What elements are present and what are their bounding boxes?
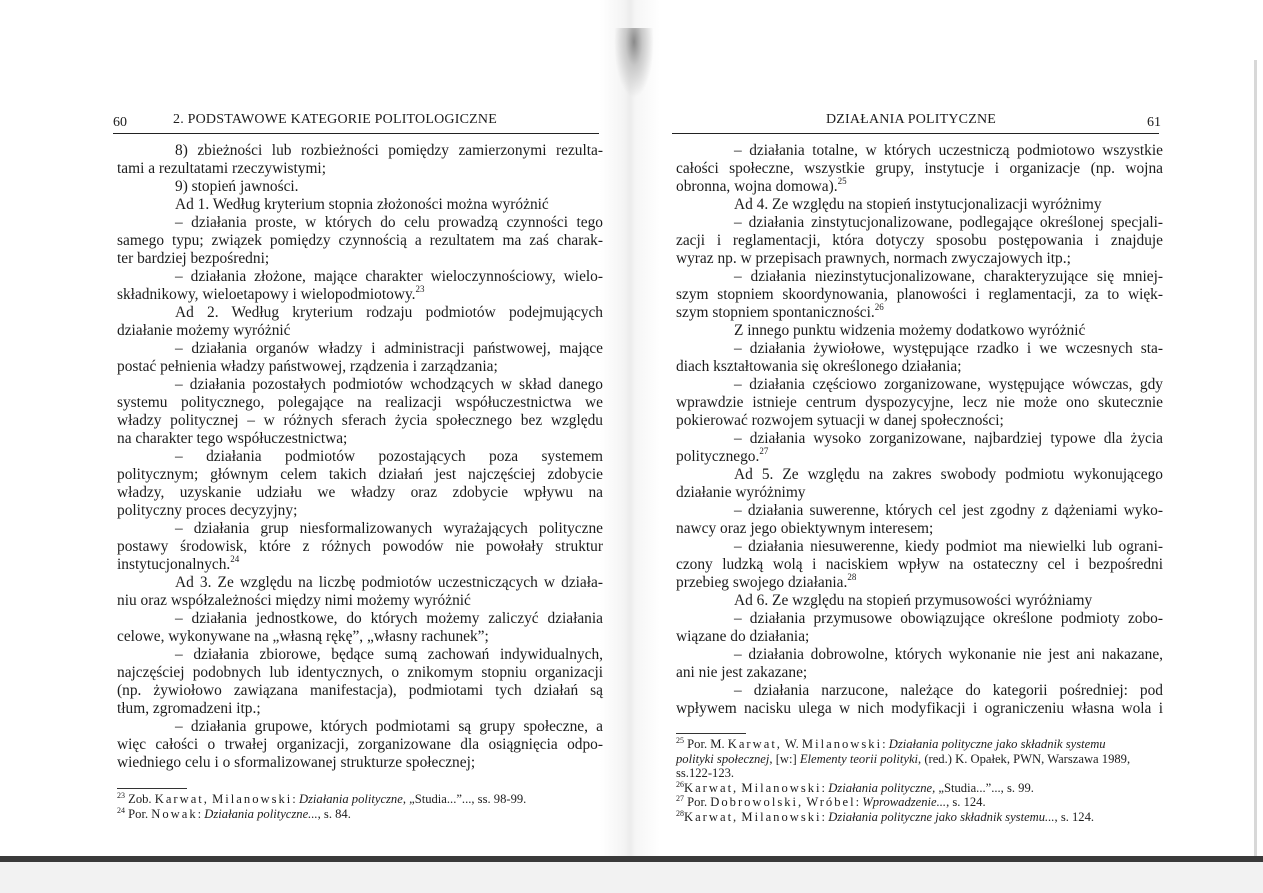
line-text: wiedniego celu i o sformalizowanej strukturze społecznej; <box>117 754 476 771</box>
line-text: obronna, wojna domowa). <box>676 178 838 195</box>
line-text: – działania narzucone, należące do kategorii pośredniej: pod <box>734 682 1163 699</box>
text-line <box>676 232 1163 250</box>
line-text: Ad 3. Ze względu na liczbę podmiotów uczestniczących w działa- <box>175 574 603 591</box>
text-line <box>117 358 603 376</box>
text-line <box>117 700 603 718</box>
footnote-number: 25 <box>676 736 684 745</box>
footnote-text: Zob. <box>125 792 155 806</box>
footnote-text: , „Studia...”..., ss. 98-99. <box>402 792 527 806</box>
text-line <box>117 160 603 178</box>
line-text: – działania grup niesformalizowanych wyrażających polityczne <box>175 520 603 537</box>
text-line <box>117 628 603 646</box>
footnote-text: W. <box>781 737 802 751</box>
footnote-rule <box>117 788 187 789</box>
line-text: szym stopniem spontaniczności. <box>676 304 875 321</box>
text-line <box>117 682 603 700</box>
line-text: Z innego punktu widzenia możemy dodatkowo wyróżnić <box>734 322 1086 339</box>
line-text: wpływem nacisku ulega w nich modyfikacji i ograniczeniu własna wola i <box>676 700 1163 717</box>
footnote-text: Wprowadzenie... <box>862 795 947 810</box>
line-text: postać pełnienia władzy państwowej, rządzenia i zarządzania; <box>117 358 498 375</box>
scan-background <box>0 862 1263 893</box>
text-line <box>117 394 603 412</box>
line-text: Ad 1. Według kryterium stopnia złożoności można wyróżnić <box>175 196 549 213</box>
text-line <box>117 484 603 502</box>
line-text: – działania przymusowe obowiązujące określone podmioty zobo- <box>734 610 1163 627</box>
text-line <box>117 538 603 556</box>
line-text: ter bardziej bezpośredni; <box>117 250 270 267</box>
text-line <box>676 646 1163 664</box>
footnote-text: Nowak <box>151 806 198 821</box>
footnote-number: 28 <box>676 808 684 818</box>
line-text: samego typu; związek pomiędzy czynnością a rezultatem ma zaś charak- <box>117 232 603 249</box>
footnote <box>676 752 1163 767</box>
text-line <box>117 196 603 214</box>
line-text: czony ludzką wolą i naciskiem wpływ na ostateczny cel i bezpośredni <box>676 556 1163 573</box>
footnote-text: Milanowski <box>801 737 883 751</box>
footnote-marker: 26 <box>874 302 884 312</box>
line-text: diach kształtowania się określonego działania; <box>676 358 962 375</box>
footnote-text: , (red.) K. Opałek, PWN, Warszawa 1989, <box>918 751 1131 766</box>
text-line <box>117 322 603 340</box>
header-rule <box>113 133 599 134</box>
line-text: działanie wyróżnimy <box>676 484 806 501</box>
text-line <box>117 340 603 358</box>
text-line <box>676 286 1163 304</box>
text-line <box>676 538 1163 556</box>
line-text: – działania zbiorowe, będące sumą zachowań indywidualnych, <box>175 646 603 663</box>
line-text: – działania pozostałych podmiotów wchodzących w skład danego <box>175 376 603 393</box>
line-text: Ad 2. Według kryterium rodzaju podmiotów podejmujących <box>175 304 603 321</box>
text-line <box>117 736 603 754</box>
line-text: – działania dobrowolne, których wykonanie nie jest ani nakazane, <box>734 646 1163 663</box>
text-line <box>117 178 603 196</box>
line-text: najczęściej podobnych lub identycznych, o znikomym stopniu organizacji <box>117 664 603 681</box>
line-text: – działania organów władzy i administracji państwowej, mające <box>175 340 603 357</box>
text-line <box>676 466 1163 484</box>
footnote-text: Por. <box>125 806 152 821</box>
line-text: wiązane do działania; <box>676 628 810 645</box>
line-text: ani nie jest zakazane; <box>676 664 808 681</box>
text-line <box>117 610 603 628</box>
footnote <box>676 737 1163 752</box>
footnote-text: Działania polityczne... <box>204 806 318 821</box>
line-text: niu oraz współzależności między nimi możemy wyróżnić <box>117 592 471 609</box>
footnote-marker: 27 <box>759 446 769 456</box>
line-text: systemu politycznego, polegające na realizacji współuczestnictwa we <box>117 394 603 411</box>
text-line <box>117 430 603 448</box>
text-line <box>117 556 603 574</box>
text-line <box>117 286 603 304</box>
line-text: Ad 5. Ze względu na zakres swobody podmiotu wykonującego <box>734 466 1163 483</box>
line-text: 8) zbieżności lub rozbieżności pomiędzy zamierzonymi rezulta- <box>175 142 603 159</box>
text-line <box>676 520 1163 538</box>
line-text: – działania niezinstytucjonalizowane, charakteryzujące się mniej- <box>734 268 1163 285</box>
line-text: pokierować rozwojem sytuacji w danej społeczności; <box>676 412 1004 429</box>
footnote-number: 27 <box>676 794 684 804</box>
footnote <box>117 792 603 807</box>
line-text: przebieg swojego działania. <box>676 574 848 591</box>
text-line <box>676 574 1163 592</box>
footnote-text: Działania polityczne, <box>828 780 936 795</box>
footnote-text: Milanowski <box>212 792 293 806</box>
text-line <box>676 592 1163 610</box>
line-text: wprawdzie istnieje centrum dyspozycyjne, lecz nie może ono skutecznie <box>676 394 1163 411</box>
text-line <box>117 502 603 520</box>
chapter-title: DZIAŁANIA POLITYCZNE <box>826 112 997 127</box>
text-line <box>676 340 1163 358</box>
line-text: składnikowy, wieloetapowy i wielopodmiotowy. <box>117 286 416 303</box>
line-text: politycznego. <box>676 448 760 465</box>
line-text: postawy środowisk, które z różnych powodów nie powołały struktur <box>117 538 603 555</box>
footnote-text: , [w:] <box>769 751 800 766</box>
binding-mark <box>614 28 654 98</box>
text-line <box>676 178 1163 196</box>
footnote-text: Dobrowolski, <box>710 795 804 810</box>
text-line <box>676 412 1163 430</box>
text-line <box>117 214 603 232</box>
line-text: szym stopniem skoordynowania, planowości i reglamentacji, za to więk- <box>676 286 1163 303</box>
footnote-text: Milanowski <box>741 780 822 795</box>
text-line <box>117 268 603 286</box>
line-text: – działania żywiołowe, występujące rzadko i we wczesnych sta- <box>734 340 1163 357</box>
footnote-marker: 23 <box>415 284 425 294</box>
text-line <box>676 358 1163 376</box>
footnote-text: : <box>197 806 205 821</box>
line-text: nawcy oraz jego obiektywnym interesem; <box>676 520 934 537</box>
footnote <box>117 807 603 822</box>
text-line <box>676 142 1163 160</box>
line-text: politycznym; głównym celem takich działań jest najczęściej zdobycie <box>117 466 603 483</box>
line-text: – działania częściowo zorganizowane, występujące wówczas, gdy <box>734 376 1163 393</box>
text-line <box>117 448 603 466</box>
footnote <box>676 781 1163 796</box>
line-text: tami a rezultatami rzeczywistymi; <box>117 160 326 177</box>
text-line <box>117 466 603 484</box>
footnote-text: : <box>821 780 829 795</box>
line-text: wyraz np. w przepisach prawnych, normach zwyczajowych itp.; <box>676 250 1071 267</box>
page-edge <box>1254 60 1257 860</box>
line-text: – działania grupowe, których podmiotami są grupy społeczne, a <box>175 718 603 735</box>
line-text: – działania złożone, mające charakter wieloczynnościowy, wielo- <box>175 268 603 285</box>
footnote-number: 24 <box>117 805 125 815</box>
text-line <box>676 250 1163 268</box>
text-line <box>676 448 1163 466</box>
line-text: działanie możemy wyróżnić <box>117 322 291 339</box>
footnote-text: : <box>855 795 863 810</box>
text-line <box>676 610 1163 628</box>
text-line <box>117 592 603 610</box>
text-line <box>676 700 1163 718</box>
text-line <box>676 304 1163 322</box>
chapter-title: 2. PODSTAWOWE KATEGORIE POLITOLOGICZNE <box>173 112 497 127</box>
line-text: – działania suwerenne, których cel jest zgodny z dążeniami wyko- <box>734 502 1163 519</box>
text-line <box>676 664 1163 682</box>
text-line <box>676 394 1163 412</box>
header-rule <box>672 133 1159 134</box>
line-text: więc całości o trwałej organizacji, zorganizowane dla osiągnięcia odpo- <box>117 736 603 753</box>
text-line <box>117 754 603 772</box>
footnote <box>676 810 1163 825</box>
line-text: na charakter tego współuczestnictwa; <box>117 430 348 447</box>
text-line <box>676 268 1163 286</box>
line-text: – działania totalne, w których uczestniczą podmiotowo wszystkie <box>734 142 1163 159</box>
text-line <box>676 196 1163 214</box>
body-text <box>117 142 603 772</box>
footnote-text: , s. 124. <box>1054 809 1095 824</box>
footnote-text: Por. <box>684 795 711 810</box>
footnote <box>676 795 1163 810</box>
footnote-marker: 28 <box>847 572 857 582</box>
line-text: instytucjonalnych. <box>117 556 231 573</box>
footnote-text: , s. 124. <box>946 795 986 810</box>
line-text: – działania podmiotów pozostających poza systemem <box>175 448 603 465</box>
text-line <box>117 412 603 430</box>
line-text: – działania zinstytucjonalizowane, podlegające określonej specjali- <box>734 214 1163 231</box>
text-line <box>676 430 1163 448</box>
text-line <box>676 556 1163 574</box>
text-line <box>117 520 603 538</box>
text-line <box>117 142 603 160</box>
footnote-rule <box>676 733 746 734</box>
footnote-text: Działania polityczne jako składnik systemu <box>888 737 1106 751</box>
footnote-text: Karwat, <box>727 737 782 751</box>
line-text: – działania proste, w których do celu prowadzą czynności tego <box>175 214 603 231</box>
footnote-text: Milanowski <box>741 809 822 824</box>
line-text: – działania wysoko zorganizowane, najbardziej typowe dla życia <box>734 430 1163 447</box>
line-text: 9) stopień jawności. <box>175 178 299 195</box>
line-text: – działania niesuwerenne, kiedy podmiot ma niewielki lub ograni- <box>734 538 1163 555</box>
footnote-text: Karwat, <box>154 792 209 806</box>
running-header <box>676 112 1163 132</box>
footnote-text: Wróbel <box>806 795 856 810</box>
line-text: Ad 4. Ze względu na stopień instytucjonalizacji wyróżnimy <box>734 196 1102 213</box>
line-text: tłum, zgromadzeni itp.; <box>117 700 261 717</box>
line-text: – działania jednostkowe, do których możemy zaliczyć działania <box>175 610 603 627</box>
text-line <box>117 304 603 322</box>
line-text: polityczny proces decyzyjny; <box>117 502 298 519</box>
line-text: zacji i reglamentacji, która dotyczy sposobu postępowania i znajduje <box>676 232 1163 249</box>
footnote-text: , s. 84. <box>317 806 351 821</box>
footnotes <box>117 792 603 821</box>
line-text: celowe, wykonywane na „własną rękę”, „własny rachunek”; <box>117 628 489 645</box>
footnote-text: Por. M. <box>684 737 728 751</box>
footnote-text: : <box>882 737 889 751</box>
line-text: całości społeczne, wszystkie grupy, instytucje i organizacje (np. wojna <box>676 160 1163 177</box>
text-line <box>676 502 1163 520</box>
footnote-marker: 24 <box>230 554 240 564</box>
text-line <box>676 214 1163 232</box>
text-line <box>676 160 1163 178</box>
footnote-text: ss.122-123. <box>676 766 735 781</box>
footnote <box>676 766 1163 781</box>
footnote-marker: 25 <box>837 176 847 186</box>
text-line <box>676 376 1163 394</box>
text-line <box>676 628 1163 646</box>
book-gutter-shadow <box>600 0 660 893</box>
text-line <box>117 376 603 394</box>
footnote-text: Elementy teorii polityki <box>799 751 919 766</box>
page-number: 61 <box>1147 115 1161 130</box>
text-line <box>117 574 603 592</box>
text-line <box>676 682 1163 700</box>
text-line <box>117 664 603 682</box>
footnote-text: Działania polityczne jako składnik systemu... <box>828 809 1055 824</box>
footnote-text: Karwat, <box>684 780 739 795</box>
footnote-text: „Studia...”..., s. 99. <box>935 780 1034 795</box>
line-text: władzy, uzyskanie udziału we władzy oraz zdobycie wpływu na <box>117 484 603 501</box>
footnotes <box>676 737 1163 825</box>
footnote-number: 26 <box>676 779 684 789</box>
text-line <box>117 250 603 268</box>
line-text: (np. żywiołowo zawiązana manifestacja), podmiotami tych działań są <box>117 682 603 699</box>
running-header <box>113 112 603 132</box>
text-line <box>676 322 1163 340</box>
line-text: Ad 6. Ze względu na stopień przymusowości wyróżniamy <box>734 592 1093 609</box>
body-text <box>676 142 1163 718</box>
page-number: 60 <box>113 115 127 130</box>
text-line <box>117 232 603 250</box>
line-text: władzy politycznej – w różnych sferach życia społecznego bez względu <box>117 412 603 429</box>
footnote-text: Karwat, <box>684 809 739 824</box>
text-line <box>676 484 1163 502</box>
footnote-text: : <box>292 792 299 806</box>
text-line <box>117 718 603 736</box>
footnote-number: 23 <box>117 791 125 800</box>
footnote-text: Działania polityczne <box>298 792 403 806</box>
footnote-text: polityki społecznej <box>676 751 770 766</box>
text-line <box>117 646 603 664</box>
footnote-text: : <box>821 809 829 824</box>
